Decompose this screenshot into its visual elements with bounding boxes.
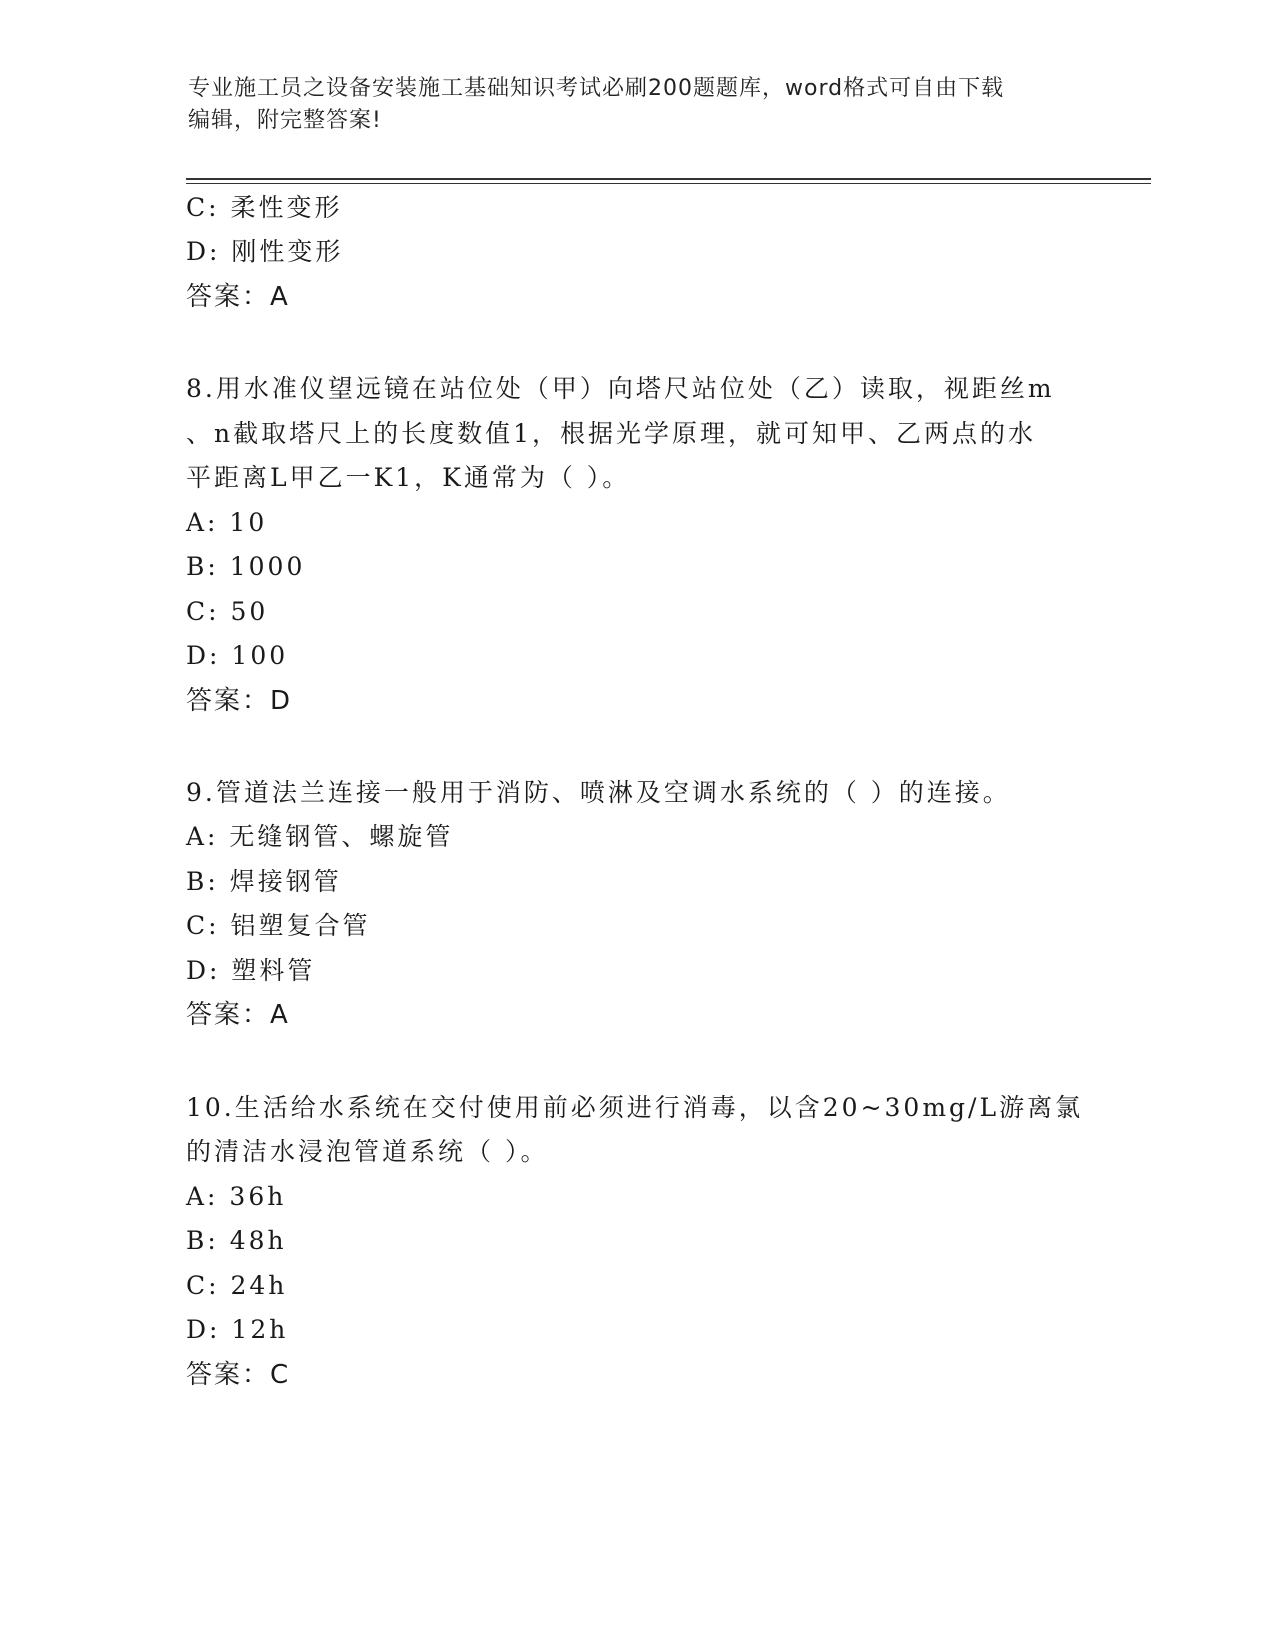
question-9-option-a: A: 无缝钢管、螺旋管 bbox=[186, 822, 454, 851]
prev-option-d: D: 刚性变形 bbox=[186, 237, 344, 266]
question-10-stem-line-1: 10.生活给水系统在交付使用前必须进行消毒，以含20~30mg/L游离氯 bbox=[186, 1093, 1084, 1122]
question-10-option-d: D: 12h bbox=[186, 1315, 289, 1344]
question-10-option-b: B: 48h bbox=[186, 1226, 287, 1255]
question-8-answer: 答案：D bbox=[186, 686, 293, 716]
question-8-stem-line-2: 、n截取塔尺上的长度数值1，根据光学原理，就可知甲、乙两点的水 bbox=[186, 419, 1037, 448]
question-8-option-b: B: 1000 bbox=[186, 552, 306, 581]
document-header bbox=[188, 73, 1068, 137]
question-10-stem-line-2: 的清洁水浸泡管道系统（ ）。 bbox=[186, 1137, 549, 1166]
question-10-option-c: C: 24h bbox=[186, 1271, 288, 1300]
prev-option-c: C: 柔性变形 bbox=[186, 193, 343, 222]
question-10-answer: 答案：C bbox=[186, 1360, 291, 1390]
header-divider-bottom bbox=[186, 183, 1151, 184]
question-8-stem-line-3: 平距离L甲乙一K1，K通常为（ ）。 bbox=[186, 463, 631, 492]
question-9-option-b: B: 焊接钢管 bbox=[186, 867, 342, 896]
header-title-line-1: 专业施工员之设备安装施工基础知识考试必刷200题题库，word格式可自由下载 bbox=[188, 76, 1005, 101]
question-9-option-d: D: 塑料管 bbox=[186, 956, 316, 985]
question-9-stem-line-1: 9.管道法兰连接一般用于消防、喷淋及空调水系统的（ ）的连接。 bbox=[186, 778, 1011, 807]
question-9-answer: 答案：A bbox=[186, 1000, 290, 1030]
prev-answer: 答案：A bbox=[186, 282, 290, 312]
question-8-option-c: C: 50 bbox=[186, 597, 269, 626]
question-8-stem-line-1: 8.用水准仪望远镜在站位处（甲）向塔尺站位处（乙）读取，视距丝m bbox=[186, 374, 1055, 403]
question-10-option-a: A: 36h bbox=[186, 1182, 287, 1211]
header-title-line-2: 编辑，附完整答案! bbox=[188, 108, 382, 133]
question-9-option-c: C: 铝塑复合管 bbox=[186, 911, 371, 940]
question-8-option-d: D: 100 bbox=[186, 641, 289, 670]
question-8-option-a: A: 10 bbox=[186, 508, 268, 537]
header-divider-top bbox=[186, 178, 1151, 180]
